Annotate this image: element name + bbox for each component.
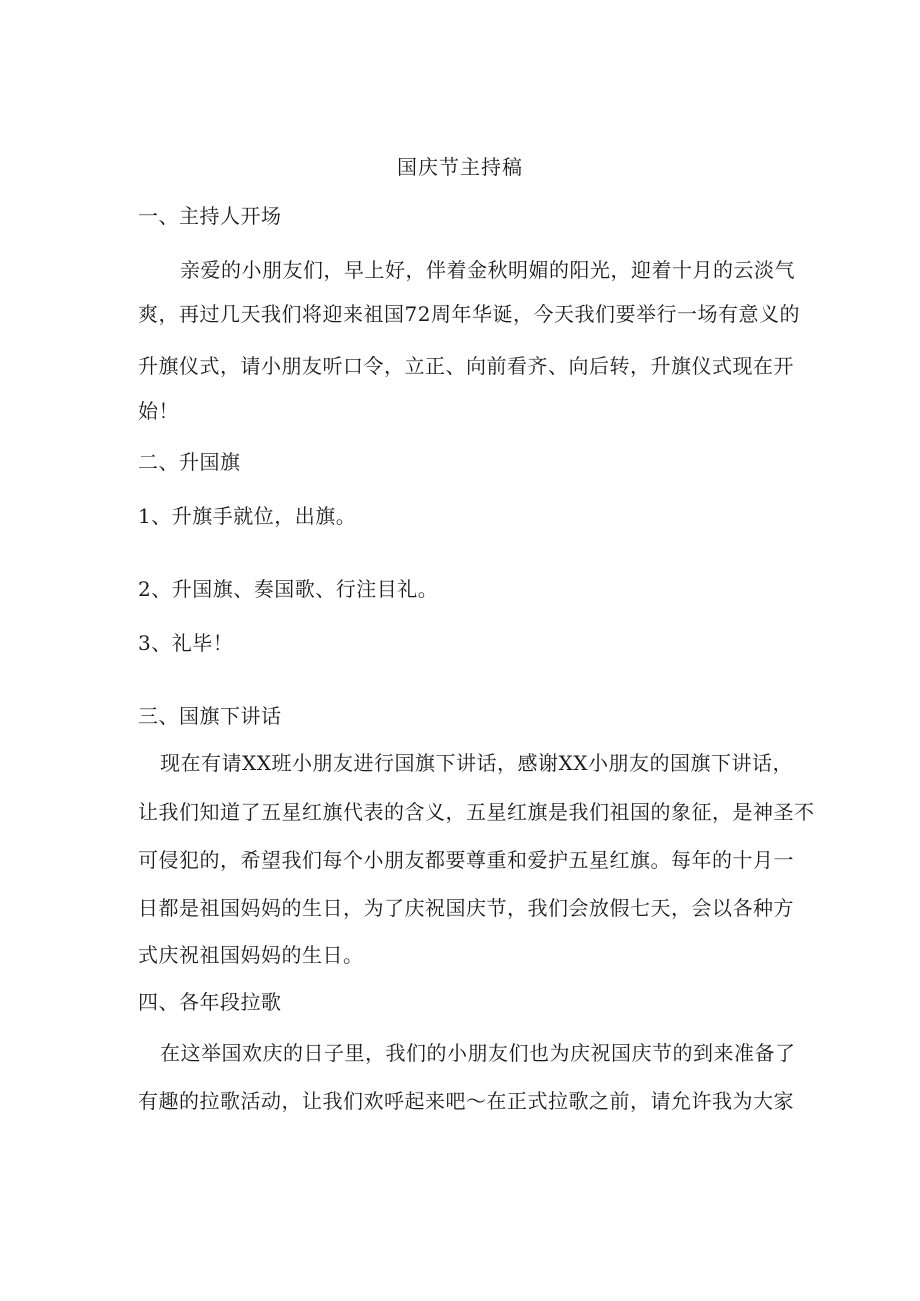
paragraph-line: 在这举国欢庆的日子里，我们的小朋友们也为庆祝国庆节的到来准备了 [160,1041,796,1065]
paragraph-line: 现在有请XX班小朋友进行国旗下讲话，感谢XX小朋友的国旗下讲话， [160,751,793,775]
section-heading-opening: 一、主持人开场 [138,204,282,228]
paragraph-line: 爽，再过几天我们将迎来祖国72周年华诞，今天我们要举行一场有意义的 [138,302,800,326]
section-heading-speech: 三、国旗下讲话 [138,704,282,728]
document-title: 国庆节主持稿 [397,155,523,179]
paragraph-line: 有趣的拉歌活动，让我们欢呼起来吧～在正式拉歌之前，请允许我为大家 [138,1089,794,1113]
list-item: 2、升国旗、奏国歌、行注目礼。 [138,577,439,601]
paragraph-line: 式庆祝祖国妈妈的生日。 [138,943,364,967]
list-item: 3、礼毕！ [138,631,234,655]
paragraph-line: 让我们知道了五星红旗代表的含义，五星红旗是我们祖国的象征，是神圣不 [138,800,815,824]
list-item: 1、升旗手就位，出旗。 [138,504,357,528]
paragraph-line: 升旗仪式，请小朋友听口令，立正、向前看齐、向后转，升旗仪式现在开 [138,354,794,378]
paragraph-line: 亲爱的小朋友们，早上好，伴着金秋明媚的阳光，迎着十月的云淡气 [180,258,795,282]
section-heading-flag-raising: 二、升国旗 [138,450,241,474]
paragraph-line: 可侵犯的，希望我们每个小朋友都要尊重和爱护五星红旗。每年的十月一 [138,848,794,872]
paragraph-line: 始！ [138,399,179,423]
paragraph-line: 日都是祖国妈妈的生日，为了庆祝国庆节，我们会放假七天，会以各种方 [138,896,794,920]
section-heading-song-contest: 四、各年段拉歌 [138,990,282,1014]
